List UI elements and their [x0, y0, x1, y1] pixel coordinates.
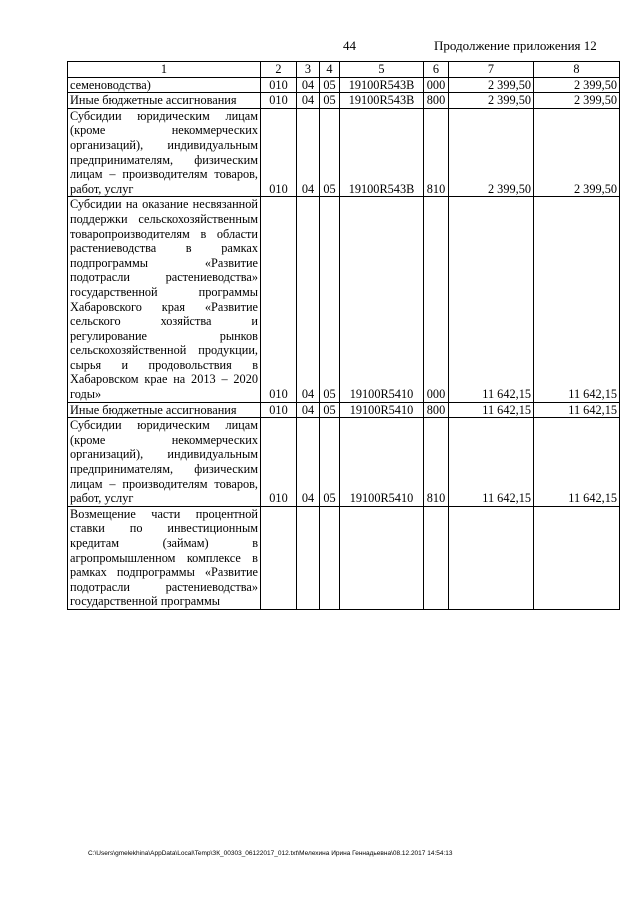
section-code: 04	[297, 418, 320, 507]
row-name: Субсидии юридическим лицам (кроме некоммерческих организаций), индивидуальным предпринимателям, физическим лицам – производителям товаров, работ, услуг	[68, 418, 261, 507]
table-row	[68, 402, 620, 418]
column-header: 8	[534, 62, 620, 78]
subsection-code: 05	[320, 402, 340, 418]
target-code	[340, 506, 424, 609]
target-code: 19100R5410	[340, 418, 424, 507]
amount-year2: 11 642,15	[534, 197, 620, 402]
subsection-code: 05	[320, 418, 340, 507]
section-code: 04	[297, 108, 320, 197]
amount-year2: 11 642,15	[534, 402, 620, 418]
section-code: 04	[297, 402, 320, 418]
amount-year1: 2 399,50	[449, 108, 534, 197]
amount-year2: 2 399,50	[534, 108, 620, 197]
section-code	[297, 506, 320, 609]
admin-code: 010	[261, 418, 297, 507]
file-path-footer: C:\Users\gmelekhina\AppData\Local\Temp\ЗК_00303_06122017_012.txt\Мелехина Ирина Геннадьевна\08.12.2017 14:54:13	[88, 850, 453, 857]
amount-year1	[449, 506, 534, 609]
header-row	[68, 62, 620, 78]
expense-type: 800	[424, 93, 449, 109]
subsection-code: 05	[320, 197, 340, 402]
amount-year1: 2 399,50	[449, 93, 534, 109]
admin-code: 010	[261, 402, 297, 418]
amount-year1: 2 399,50	[449, 77, 534, 93]
amount-year1: 11 642,15	[449, 197, 534, 402]
table-row	[68, 506, 620, 609]
admin-code: 010	[261, 77, 297, 93]
amount-year2: 2 399,50	[534, 77, 620, 93]
target-code: 19100R5410	[340, 197, 424, 402]
expense-type: 000	[424, 77, 449, 93]
column-header: 3	[297, 62, 320, 78]
target-code: 19100R543B	[340, 108, 424, 197]
table-row	[68, 77, 620, 93]
amount-year2: 11 642,15	[534, 418, 620, 507]
column-header: 6	[424, 62, 449, 78]
subsection-code: 05	[320, 77, 340, 93]
expense-type: 810	[424, 108, 449, 197]
page-number: 44	[343, 38, 356, 53]
row-name: Иные бюджетные ассигнования	[68, 402, 261, 418]
row-name: семеноводства)	[68, 77, 261, 93]
table-row	[68, 108, 620, 197]
admin-code: 010	[261, 197, 297, 402]
amount-year2	[534, 506, 620, 609]
column-header: 4	[320, 62, 340, 78]
table-row	[68, 197, 620, 402]
target-code: 19100R543B	[340, 77, 424, 93]
subsection-code: 05	[320, 93, 340, 109]
table-row	[68, 418, 620, 507]
budget-table	[67, 61, 620, 610]
expense-type: 810	[424, 418, 449, 507]
column-header: 5	[340, 62, 424, 78]
expense-type: 800	[424, 402, 449, 418]
section-code: 04	[297, 93, 320, 109]
column-header: 1	[68, 62, 261, 78]
amount-year1: 11 642,15	[449, 418, 534, 507]
appendix-continuation: Продолжение приложения 12	[434, 38, 597, 53]
section-code: 04	[297, 77, 320, 93]
admin-code: 010	[261, 108, 297, 197]
row-name: Иные бюджетные ассигнования	[68, 93, 261, 109]
admin-code: 010	[261, 93, 297, 109]
subsection-code: 05	[320, 108, 340, 197]
amount-year1: 11 642,15	[449, 402, 534, 418]
expense-type: 000	[424, 197, 449, 402]
target-code: 19100R5410	[340, 402, 424, 418]
row-name: Субсидии на оказание несвязанной поддержки сельскохозяйственным товаропроизводителям в области растениеводства в рамках подпрограммы «Развитие подотрасли растениеводства» государственной программы Хабаровского края «Развитие сельского хозяйства и регулирование рынков сельскохозяйственной продукции, сырья и продовольствия в Хабаровском крае на 2013 – 2020 годы»	[68, 197, 261, 402]
column-header: 7	[449, 62, 534, 78]
amount-year2: 2 399,50	[534, 93, 620, 109]
admin-code	[261, 506, 297, 609]
row-name: Субсидии юридическим лицам (кроме некоммерческих организаций), индивидуальным предпринимателям, физическим лицам – производителям товаров, работ, услуг	[68, 108, 261, 197]
target-code: 19100R543B	[340, 93, 424, 109]
row-name: Возмещение части процентной ставки по инвестиционным кредитам (займам) в агропромышленном комплексе в рамках подпрограммы «Развитие подотрасли растениеводства» государственной программы	[68, 506, 261, 609]
subsection-code	[320, 506, 340, 609]
expense-type	[424, 506, 449, 609]
table-row	[68, 93, 620, 109]
column-header: 2	[261, 62, 297, 78]
section-code: 04	[297, 197, 320, 402]
